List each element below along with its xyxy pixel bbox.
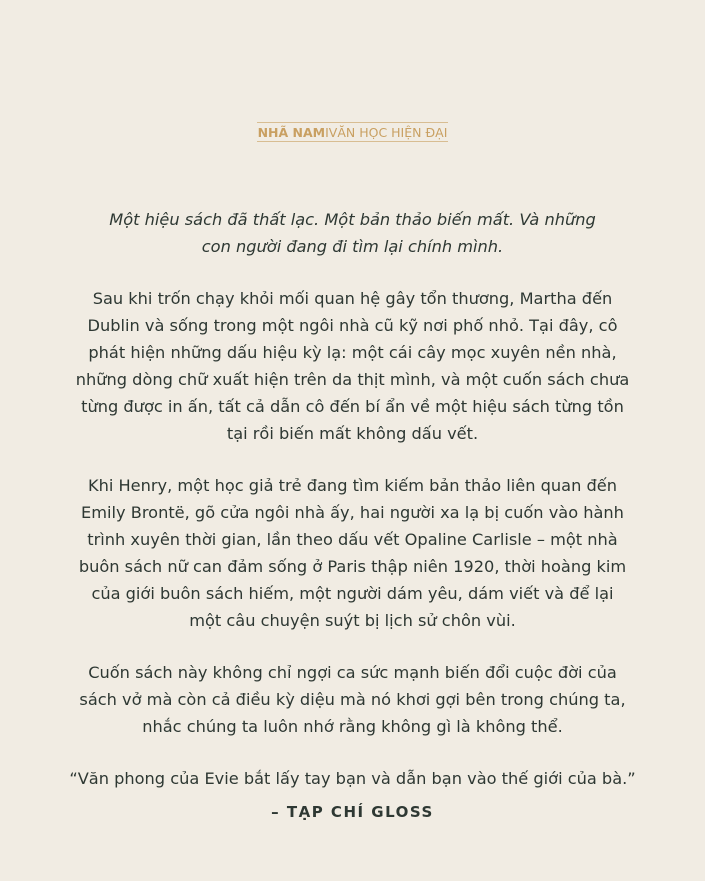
tagline-line: con người đang đi tìm lại chính mình.: [201, 237, 504, 256]
series-header: [0, 122, 705, 142]
header-separator: I: [325, 125, 329, 140]
quote-source: – TẠP CHÍ GLOSS: [271, 803, 434, 821]
paragraph-1: [0, 285, 705, 447]
quote-text: “Văn phong của Evie bắt lấy tay bạn và dẫn bạn vào thế giới của bà.”: [69, 769, 636, 788]
text-line: những dòng chữ xuất hiện trên da thịt mình, và một cuốn sách chưa: [75, 370, 630, 389]
text-line: một câu chuyện suýt bị lịch sử chôn vùi.: [189, 611, 516, 630]
text-line: Emily Brontë, gõ cửa ngôi nhà ấy, hai người xa lạ bị cuốn vào hành: [81, 503, 624, 522]
text-line: sách vở mà còn cả điều kỳ diệu mà nó khơi gợi bên trong chúng ta,: [79, 690, 626, 709]
text-line: trình xuyên thời gian, lần theo dấu vết Opaline Carlisle – một nhà: [87, 530, 618, 549]
paragraph-3: [0, 659, 705, 740]
text-line: Khi Henry, một học giả trẻ đang tìm kiếm bản thảo liên quan đến: [87, 476, 618, 495]
category-name: VĂN HỌC HIỆN ĐẠI: [328, 125, 448, 140]
text-line: tại rồi biến mất không dấu vết.: [226, 424, 479, 443]
text-line: phát hiện những dấu hiệu kỳ lạ: một cái cây mọc xuyên nền nhà,: [88, 343, 617, 362]
text-line: của giới buôn sách hiếm, một người dám yêu, dám viết và để lại: [91, 584, 614, 603]
publisher-name: NHÃ NAM: [257, 125, 326, 140]
tagline: [0, 206, 705, 260]
review-source-block: [0, 799, 705, 826]
text-line: Dublin và sống trong một ngôi nhà cũ kỹ nơi phố nhỏ. Tại đây, cô: [87, 316, 618, 335]
text-line: buôn sách nữ can đảm sống ở Paris thập niên 1920, thời hoàng kim: [78, 557, 627, 576]
text-line: từng được in ấn, tất cả dẫn cô đến bí ẩn về một hiệu sách từng tồn: [81, 397, 624, 416]
text-line: Sau khi trốn chạy khỏi mối quan hệ gây tổn thương, Martha đến: [92, 289, 613, 308]
text-line: nhắc chúng ta luôn nhớ rằng không gì là không thể.: [142, 717, 563, 736]
text-line: Cuốn sách này không chỉ ngợi ca sức mạnh biến đổi cuộc đời của: [88, 663, 617, 682]
paragraph-2: [0, 472, 705, 634]
tagline-line: Một hiệu sách đã thất lạc. Một bản thảo biến mất. Và những: [109, 210, 596, 229]
review-quote: [0, 765, 705, 792]
